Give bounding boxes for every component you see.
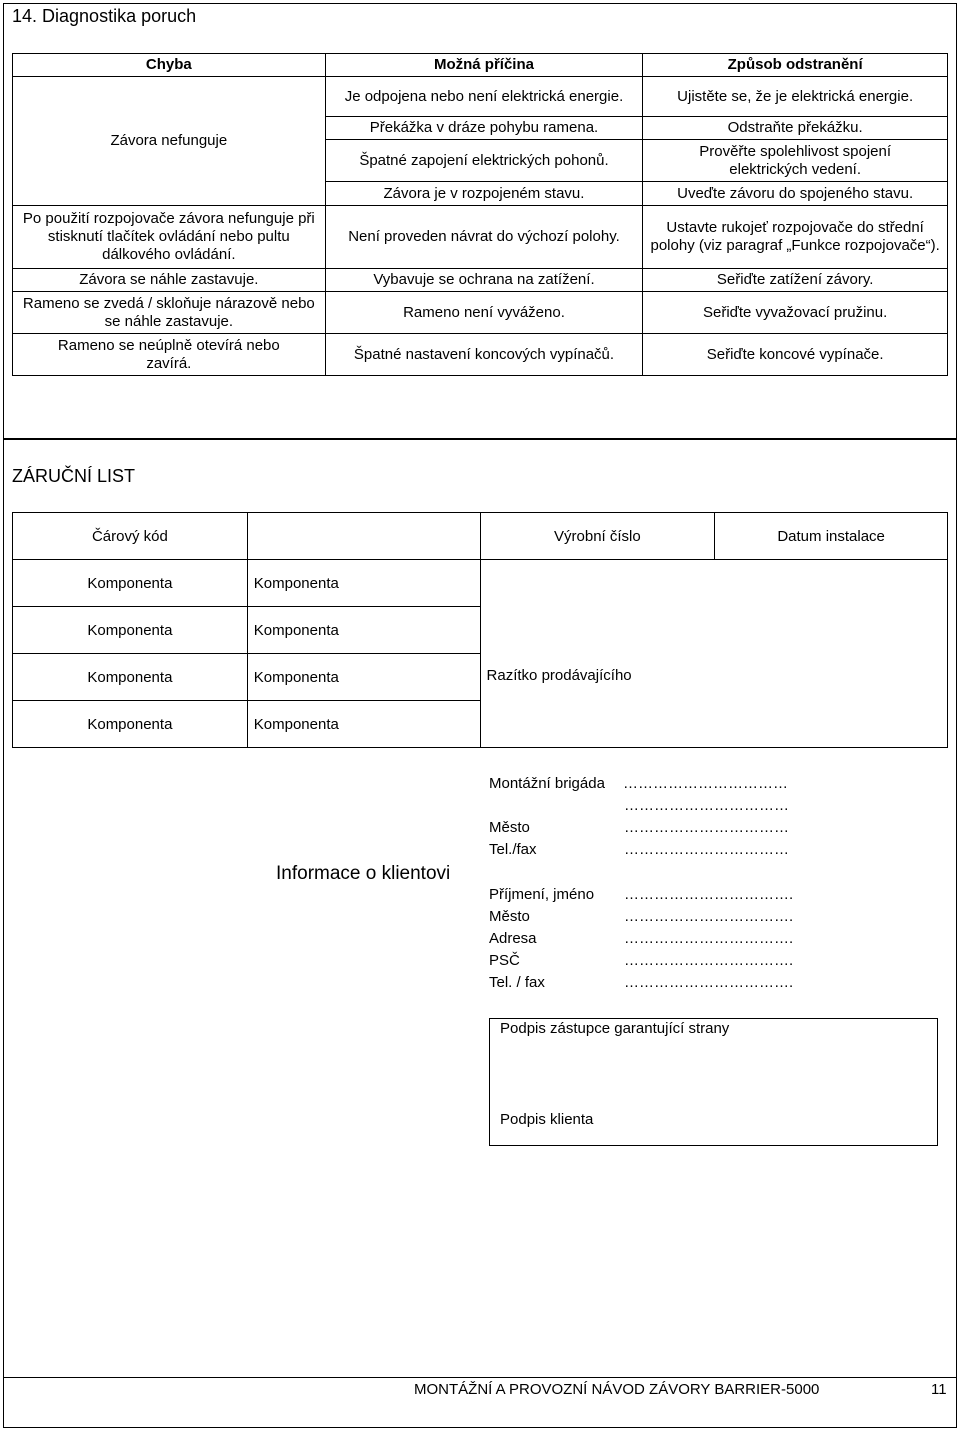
name-label: Příjmení, jméno — [489, 886, 595, 903]
component-cell: Komponenta — [247, 560, 480, 607]
fix-cell: Uveďte závoru do spojeného stavu. — [643, 182, 948, 206]
header-fault: Chyba — [13, 54, 326, 77]
footer-divider — [3, 1377, 957, 1378]
stamp-cell — [480, 560, 947, 748]
page-number: 11 — [931, 1381, 947, 1398]
barcode-cell: Čárový kód — [13, 513, 248, 560]
component-cell: Komponenta — [13, 607, 248, 654]
stamp-label: Razítko prodávajícího — [486, 667, 632, 684]
section-title: 14. Diagnostika poruch — [12, 6, 197, 26]
fix-cell: Seřiďte koncové vypínače. — [643, 334, 948, 376]
table-row — [13, 77, 948, 117]
fault-cell: Závora nefunguje — [13, 77, 326, 206]
address-dots: ……………………………. — [624, 930, 794, 947]
header-cause: Možná příčina — [325, 54, 643, 77]
component-cell: Komponenta — [13, 701, 248, 748]
phone-dots: …………………………… — [624, 841, 789, 858]
table-row — [13, 206, 948, 269]
component-cell: Komponenta — [13, 654, 248, 701]
cause-cell: Je odpojena nebo není elektrická energie. — [325, 77, 643, 117]
diagnostics-table — [12, 53, 948, 376]
address-label: Adresa — [489, 930, 537, 947]
table-row — [13, 513, 948, 560]
fault-cell: Rameno se neúplně otevírá nebo zavírá. — [13, 334, 326, 376]
component-cell: Komponenta — [247, 701, 480, 748]
fix-cell: Ustavte rukojeť rozpojovače do střední polohy (viz paragraf „Funkce rozpojovače“). — [643, 206, 948, 269]
cause-cell: Rameno není vyváženo. — [325, 292, 643, 334]
table-row — [13, 269, 948, 292]
cause-cell: Překážka v dráze pohybu ramena. — [325, 117, 643, 140]
fault-cell: Po použití rozpojovače závora nefunguje při stisknutí tlačítek ovládání nebo pultu dálkového ovládání. — [13, 206, 326, 269]
serial-cell: Výrobní číslo — [480, 513, 715, 560]
client-signature-label: Podpis klienta — [500, 1111, 594, 1128]
phone2-dots: ……………………………. — [624, 974, 794, 991]
component-cell: Komponenta — [247, 607, 480, 654]
table-header-row — [13, 54, 948, 77]
component-cell: Komponenta — [13, 560, 248, 607]
header-fix: Způsob odstranění — [643, 54, 948, 77]
warranty-table — [12, 512, 948, 748]
warranty-title: ZÁRUČNÍ LIST — [12, 466, 136, 486]
cause-cell: Závora je v rozpojeném stavu. — [325, 182, 643, 206]
phone-label: Tel./fax — [489, 841, 537, 858]
barcode-value-cell — [247, 513, 480, 560]
brigade-dots-2: …………………………… — [624, 797, 789, 814]
brigade-label: Montážní brigáda — [489, 775, 605, 792]
fault-cell: Rameno se zvedá / skloňuje nárazově nebo se náhle zastavuje. — [13, 292, 326, 334]
brigade-dots: …………………………… — [623, 775, 788, 792]
table-row — [13, 560, 948, 607]
city-dots: …………………………… — [624, 819, 789, 836]
fix-cell: Ujistěte se, že je elektrická energie. — [643, 77, 948, 117]
cause-cell: Není proveden návrat do výchozí polohy. — [325, 206, 643, 269]
guarantor-signature-label: Podpis zástupce garantující strany — [500, 1020, 730, 1037]
fix-cell: Seřiďte vyvažovací pružinu. — [643, 292, 948, 334]
fault-cell: Závora se náhle zastavuje. — [13, 269, 326, 292]
client-info-label: Informace o klientovi — [276, 863, 451, 884]
table-row — [13, 334, 948, 376]
fix-cell: Prověřte spolehlivost spojení elektrických vedení. — [643, 140, 948, 182]
fix-cell: Seřiďte zatížení závory. — [643, 269, 948, 292]
component-cell: Komponenta — [247, 654, 480, 701]
name-dots: ……………………………. — [624, 886, 794, 903]
cause-cell: Špatné zapojení elektrických pohonů. — [325, 140, 643, 182]
zip-dots: ……………………………. — [624, 952, 794, 969]
city-label: Město — [489, 819, 530, 836]
table-row — [13, 292, 948, 334]
install-date-cell: Datum instalace — [715, 513, 948, 560]
fix-cell: Odstraňte překážku. — [643, 117, 948, 140]
zip-label: PSČ — [489, 952, 520, 969]
cause-cell: Špatné nastavení koncových vypínačů. — [325, 334, 643, 376]
footer-title: MONTÁŽNÍ A PROVOZNÍ NÁVOD ZÁVORY BARRIER-5000 — [414, 1381, 820, 1398]
city2-label: Město — [489, 908, 530, 925]
city2-dots: ……………………………. — [624, 908, 794, 925]
cause-cell: Vybavuje se ochrana na zatížení. — [325, 269, 643, 292]
phone2-label: Tel. / fax — [489, 974, 545, 991]
